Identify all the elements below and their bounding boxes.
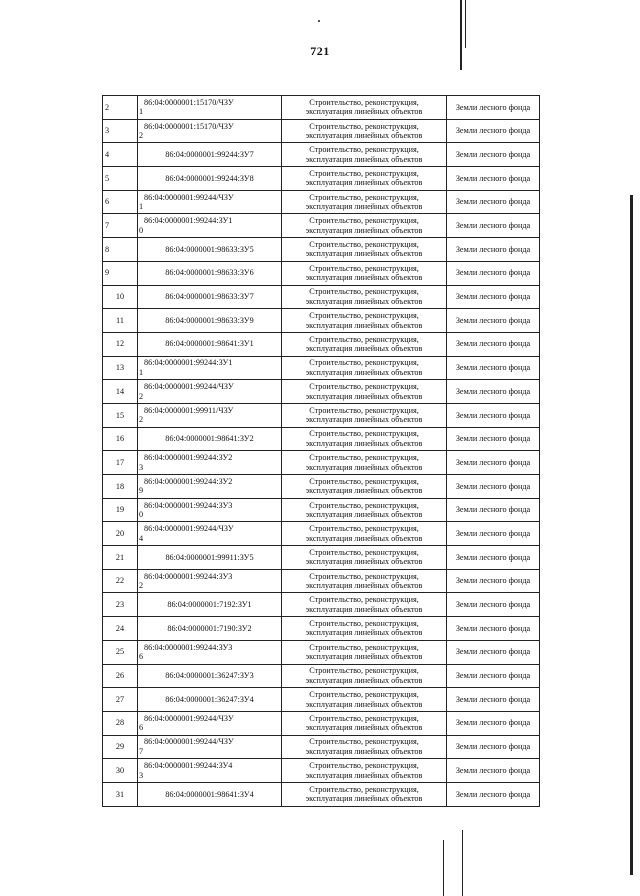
- cadastral-number-suffix: 1: [139, 367, 144, 377]
- row-number: 12: [103, 332, 138, 356]
- permitted-use-line2: эксплуатация линейных объектов: [305, 510, 423, 520]
- permitted-use-cell: [282, 427, 447, 451]
- table-row: [103, 522, 540, 546]
- cadastral-number: 86:04:0000001:98633:ЗУ7: [165, 292, 254, 302]
- table-row: [103, 664, 540, 688]
- row-number: 3: [103, 119, 138, 143]
- permitted-use-line1: Строительство, реконструкция,: [309, 737, 419, 747]
- cadastral-number: 86:04:0000001:98633:ЗУ6: [165, 268, 254, 278]
- row-number: 30: [103, 759, 138, 783]
- permitted-use-line2: эксплуатация линейных объектов: [305, 178, 423, 188]
- permitted-use-line2: эксплуатация линейных объектов: [305, 628, 423, 638]
- permitted-use-cell: [282, 782, 447, 806]
- permitted-use-line2: эксплуатация линейных объектов: [305, 391, 423, 401]
- cadastral-number: 86:04:0000001:99244/ЧЗУ: [144, 192, 234, 202]
- permitted-use-line1: Строительство, реконструкция,: [309, 761, 419, 771]
- cadastral-number-cell: [138, 475, 282, 499]
- cadastral-number: 86:04:0000001:98641:ЗУ2: [165, 434, 254, 444]
- permitted-use-line1: Строительство, реконструкция,: [309, 524, 419, 534]
- row-number: 22: [103, 569, 138, 593]
- permitted-use-cell: [282, 498, 447, 522]
- row-number: 21: [103, 546, 138, 570]
- cadastral-number-cell: [138, 190, 282, 214]
- cadastral-number-cell: [138, 782, 282, 806]
- table-row: [103, 688, 540, 712]
- land-category: Земли лесного фонда: [447, 640, 540, 664]
- cadastral-number: 86:04:0000001:99244:ЗУ7: [165, 149, 254, 159]
- permitted-use-cell: [282, 261, 447, 285]
- cadastral-number-cell: [138, 569, 282, 593]
- row-number: 17: [103, 451, 138, 475]
- cadastral-number-suffix: 2: [139, 581, 144, 591]
- cadastral-number-cell: [138, 546, 282, 570]
- row-number: 19: [103, 498, 138, 522]
- permitted-use-cell: [282, 214, 447, 238]
- permitted-use-line1: Строительство, реконструкция,: [309, 192, 419, 202]
- cadastral-number-suffix: 3: [139, 770, 144, 780]
- cadastral-number-suffix: 0: [139, 225, 144, 235]
- permitted-use-cell: [282, 119, 447, 143]
- cadastral-number: 86:04:0000001:98641:ЗУ1: [165, 339, 254, 349]
- land-category: Земли лесного фонда: [447, 380, 540, 404]
- permitted-use-cell: [282, 664, 447, 688]
- permitted-use-cell: [282, 735, 447, 759]
- land-category: Земли лесного фонда: [447, 143, 540, 167]
- row-number: 24: [103, 617, 138, 641]
- land-category: Земли лесного фонда: [447, 782, 540, 806]
- cadastral-number-cell: [138, 380, 282, 404]
- cadastral-number-cell: [138, 664, 282, 688]
- land-category: Земли лесного фонда: [447, 167, 540, 191]
- cadastral-number-suffix: 1: [139, 202, 144, 212]
- cadastral-number-cell: [138, 427, 282, 451]
- permitted-use-cell: [282, 688, 447, 712]
- table-row: [103, 451, 540, 475]
- cadastral-number: 86:04:0000001:99244/ЧЗУ: [144, 737, 234, 747]
- cadastral-number: 86:04:0000001:7192:ЗУ1: [167, 600, 252, 610]
- permitted-use-line1: Строительство, реконструкция,: [309, 690, 419, 700]
- permitted-use-cell: [282, 309, 447, 333]
- permitted-use-line2: эксплуатация линейных объектов: [305, 533, 423, 543]
- cadastral-number-suffix: 2: [139, 131, 144, 141]
- permitted-use-line1: Строительство, реконструкция,: [309, 145, 419, 155]
- row-number: 4: [103, 143, 138, 167]
- table-row: [103, 309, 540, 333]
- land-category: Земли лесного фонда: [447, 617, 540, 641]
- cadastral-number: 86:04:0000001:15170/ЧЗУ: [144, 121, 234, 131]
- permitted-use-line1: Строительство, реконструкция,: [309, 429, 419, 439]
- scan-artifact-line: [443, 840, 444, 896]
- cadastral-number: 86:04:0000001:98641:ЗУ4: [165, 789, 254, 799]
- cadastral-number-cell: [138, 403, 282, 427]
- permitted-use-line2: эксплуатация линейных объектов: [305, 770, 423, 780]
- row-number: 25: [103, 640, 138, 664]
- scan-artifact-line: [460, 0, 462, 70]
- table-row: [103, 143, 540, 167]
- permitted-use-line1: Строительство, реконструкция,: [309, 713, 419, 723]
- table-row: [103, 356, 540, 380]
- cadastral-number-suffix: 2: [139, 415, 144, 425]
- table-row: [103, 190, 540, 214]
- land-plots-table: [102, 95, 540, 807]
- permitted-use-line2: эксплуатация линейных объектов: [305, 675, 423, 685]
- permitted-use-line1: Строительство, реконструкция,: [309, 382, 419, 392]
- cadastral-number-cell: [138, 238, 282, 262]
- cadastral-number: 86:04:0000001:99911:ЗУ5: [165, 552, 254, 562]
- land-category: Земли лесного фонда: [447, 522, 540, 546]
- cadastral-number-suffix: 2: [139, 391, 144, 401]
- cadastral-number-suffix: 0: [139, 510, 144, 520]
- row-number: 10: [103, 285, 138, 309]
- land-category: Земли лесного фонда: [447, 190, 540, 214]
- cadastral-number: 86:04:0000001:7190:ЗУ2: [167, 623, 252, 633]
- permitted-use-line2: эксплуатация линейных объектов: [305, 604, 423, 614]
- row-number: 31: [103, 782, 138, 806]
- permitted-use-line2: эксплуатация линейных объектов: [305, 344, 423, 354]
- row-number: 18: [103, 475, 138, 499]
- permitted-use-line2: эксплуатация линейных объектов: [305, 273, 423, 283]
- cadastral-number: 86:04:0000001:99244:ЗУ8: [165, 173, 254, 183]
- table-row: [103, 427, 540, 451]
- row-number: 27: [103, 688, 138, 712]
- table-row: [103, 119, 540, 143]
- row-number: 2: [103, 96, 138, 120]
- permitted-use-line2: эксплуатация линейных объектов: [305, 225, 423, 235]
- land-category: Земли лесного фонда: [447, 688, 540, 712]
- permitted-use-cell: [282, 356, 447, 380]
- permitted-use-cell: [282, 167, 447, 191]
- cadastral-number-cell: [138, 617, 282, 641]
- cadastral-number-cell: [138, 119, 282, 143]
- permitted-use-cell: [282, 403, 447, 427]
- row-number: 23: [103, 593, 138, 617]
- land-category: Земли лесного фонда: [447, 96, 540, 120]
- scan-artifact-dot: [318, 20, 320, 22]
- permitted-use-line1: Строительство, реконструкция,: [309, 334, 419, 344]
- row-number: 13: [103, 356, 138, 380]
- land-category: Земли лесного фонда: [447, 332, 540, 356]
- permitted-use-line2: эксплуатация линейных объектов: [305, 652, 423, 662]
- permitted-use-line1: Строительство, реконструкция,: [309, 547, 419, 557]
- table-row: [103, 332, 540, 356]
- permitted-use-line2: эксплуатация линейных объектов: [305, 107, 423, 117]
- permitted-use-line2: эксплуатация линейных объектов: [305, 581, 423, 591]
- permitted-use-cell: [282, 711, 447, 735]
- permitted-use-cell: [282, 380, 447, 404]
- row-number: 5: [103, 167, 138, 191]
- permitted-use-line1: Строительство, реконструкция,: [309, 311, 419, 321]
- permitted-use-line2: эксплуатация линейных объектов: [305, 320, 423, 330]
- cadastral-number-cell: [138, 498, 282, 522]
- cadastral-number-cell: [138, 711, 282, 735]
- cadastral-number: 86:04:0000001:98633:ЗУ9: [165, 315, 254, 325]
- permitted-use-line2: эксплуатация линейных объектов: [305, 367, 423, 377]
- cadastral-number-suffix: 4: [139, 533, 144, 543]
- cadastral-number: 86:04:0000001:15170/ЧЗУ: [144, 97, 234, 107]
- table-row: [103, 261, 540, 285]
- cadastral-number: 86:04:0000001:36247:ЗУ4: [165, 694, 254, 704]
- land-category: Земли лесного фонда: [447, 569, 540, 593]
- cadastral-number: 86:04:0000001:99244:ЗУ3: [144, 571, 233, 581]
- table-row: [103, 735, 540, 759]
- permitted-use-line1: Строительство, реконструкция,: [309, 263, 419, 273]
- permitted-use-line1: Строительство, реконструкция,: [309, 595, 419, 605]
- land-plots-table-body: [103, 96, 540, 807]
- permitted-use-line1: Строительство, реконструкция,: [309, 358, 419, 368]
- cadastral-number: 86:04:0000001:99244:ЗУ1: [144, 216, 233, 226]
- row-number: 9: [103, 261, 138, 285]
- cadastral-number: 86:04:0000001:99244/ЧЗУ: [144, 713, 234, 723]
- cadastral-number: 86:04:0000001:99244:ЗУ3: [144, 642, 233, 652]
- land-category: Земли лесного фонда: [447, 285, 540, 309]
- land-category: Земли лесного фонда: [447, 214, 540, 238]
- cadastral-number-cell: [138, 451, 282, 475]
- cadastral-number: 86:04:0000001:99244:ЗУ2: [144, 476, 233, 486]
- land-category: Земли лесного фонда: [447, 356, 540, 380]
- cadastral-number-cell: [138, 214, 282, 238]
- permitted-use-line2: эксплуатация линейных объектов: [305, 415, 423, 425]
- permitted-use-cell: [282, 238, 447, 262]
- permitted-use-line1: Строительство, реконструкция,: [309, 642, 419, 652]
- permitted-use-line1: Строительство, реконструкция,: [309, 405, 419, 415]
- permitted-use-line1: Строительство, реконструкция,: [309, 571, 419, 581]
- permitted-use-line1: Строительство, реконструкция,: [309, 239, 419, 249]
- permitted-use-cell: [282, 475, 447, 499]
- table-row: [103, 498, 540, 522]
- permitted-use-line1: Строительство, реконструкция,: [309, 784, 419, 794]
- land-category: Земли лесного фонда: [447, 119, 540, 143]
- cadastral-number-cell: [138, 688, 282, 712]
- permitted-use-cell: [282, 546, 447, 570]
- land-category: Земли лесного фонда: [447, 261, 540, 285]
- permitted-use-line1: Строительство, реконструкция,: [309, 500, 419, 510]
- permitted-use-cell: [282, 617, 447, 641]
- cadastral-number-suffix: 7: [139, 746, 144, 756]
- row-number: 7: [103, 214, 138, 238]
- table-row: [103, 569, 540, 593]
- table-row: [103, 238, 540, 262]
- land-category: Земли лесного фонда: [447, 759, 540, 783]
- cadastral-number-suffix: 3: [139, 462, 144, 472]
- permitted-use-cell: [282, 96, 447, 120]
- row-number: 20: [103, 522, 138, 546]
- table-row: [103, 403, 540, 427]
- scan-artifact-line: [465, 0, 466, 48]
- permitted-use-line2: эксплуатация линейных объектов: [305, 557, 423, 567]
- table-row: [103, 593, 540, 617]
- land-category: Земли лесного фонда: [447, 427, 540, 451]
- permitted-use-line1: Строительство, реконструкция,: [309, 476, 419, 486]
- land-plots-table-container: [102, 95, 533, 807]
- land-category: Земли лесного фонда: [447, 735, 540, 759]
- row-number: 6: [103, 190, 138, 214]
- permitted-use-line2: эксплуатация линейных объектов: [305, 249, 423, 259]
- scan-artifact-line: [462, 830, 463, 896]
- cadastral-number-suffix: 1: [139, 107, 144, 117]
- cadastral-number: 86:04:0000001:99911/ЧЗУ: [144, 405, 234, 415]
- permitted-use-line1: Строительство, реконструкция,: [309, 666, 419, 676]
- row-number: 8: [103, 238, 138, 262]
- table-row: [103, 380, 540, 404]
- permitted-use-cell: [282, 759, 447, 783]
- cadastral-number: 86:04:0000001:99244:ЗУ3: [144, 500, 233, 510]
- permitted-use-cell: [282, 143, 447, 167]
- cadastral-number-suffix: 9: [139, 486, 144, 496]
- row-number: 29: [103, 735, 138, 759]
- land-category: Земли лесного фонда: [447, 711, 540, 735]
- cadastral-number: 86:04:0000001:99244/ЧЗУ: [144, 382, 234, 392]
- land-category: Земли лесного фонда: [447, 546, 540, 570]
- page-number: 721: [310, 44, 330, 58]
- row-number: 15: [103, 403, 138, 427]
- permitted-use-line2: эксплуатация линейных объектов: [305, 794, 423, 804]
- permitted-use-line2: эксплуатация линейных объектов: [305, 699, 423, 709]
- row-number: 28: [103, 711, 138, 735]
- cadastral-number: 86:04:0000001:99244:ЗУ1: [144, 358, 233, 368]
- table-row: [103, 167, 540, 191]
- permitted-use-line1: Строительство, реконструкция,: [309, 121, 419, 131]
- land-category: Земли лесного фонда: [447, 475, 540, 499]
- scan-artifact-line: [630, 195, 633, 875]
- land-category: Земли лесного фонда: [447, 498, 540, 522]
- permitted-use-line2: эксплуатация линейных объектов: [305, 723, 423, 733]
- permitted-use-cell: [282, 640, 447, 664]
- permitted-use-line2: эксплуатация линейных объектов: [305, 746, 423, 756]
- permitted-use-line2: эксплуатация линейных объектов: [305, 202, 423, 212]
- permitted-use-line2: эксплуатация линейных объектов: [305, 154, 423, 164]
- cadastral-number-cell: [138, 261, 282, 285]
- cadastral-number-cell: [138, 285, 282, 309]
- table-row: [103, 546, 540, 570]
- table-row: [103, 96, 540, 120]
- cadastral-number-cell: [138, 593, 282, 617]
- cadastral-number: 86:04:0000001:98633:ЗУ5: [165, 244, 254, 254]
- row-number: 14: [103, 380, 138, 404]
- permitted-use-line2: эксплуатация линейных объектов: [305, 438, 423, 448]
- permitted-use-line1: Строительство, реконструкция,: [309, 168, 419, 178]
- table-row: [103, 617, 540, 641]
- land-category: Земли лесного фонда: [447, 664, 540, 688]
- cadastral-number: 86:04:0000001:99244:ЗУ2: [144, 453, 233, 463]
- cadastral-number-cell: [138, 735, 282, 759]
- table-row: [103, 782, 540, 806]
- land-category: Земли лесного фонда: [447, 403, 540, 427]
- cadastral-number-suffix: 6: [139, 723, 144, 733]
- cadastral-number: 86:04:0000001:99244:ЗУ4: [144, 761, 233, 771]
- row-number: 26: [103, 664, 138, 688]
- land-category: Земли лесного фонда: [447, 593, 540, 617]
- table-row: [103, 285, 540, 309]
- permitted-use-cell: [282, 190, 447, 214]
- cadastral-number-cell: [138, 522, 282, 546]
- permitted-use-line1: Строительство, реконструкция,: [309, 618, 419, 628]
- cadastral-number-cell: [138, 332, 282, 356]
- permitted-use-line2: эксплуатация линейных объектов: [305, 462, 423, 472]
- permitted-use-line1: Строительство, реконструкция,: [309, 453, 419, 463]
- table-row: [103, 214, 540, 238]
- permitted-use-cell: [282, 451, 447, 475]
- cadastral-number-cell: [138, 759, 282, 783]
- cadastral-number-cell: [138, 96, 282, 120]
- permitted-use-line1: Строительство, реконструкция,: [309, 216, 419, 226]
- cadastral-number-cell: [138, 143, 282, 167]
- permitted-use-cell: [282, 285, 447, 309]
- cadastral-number-cell: [138, 356, 282, 380]
- permitted-use-cell: [282, 522, 447, 546]
- land-category: Земли лесного фонда: [447, 451, 540, 475]
- cadastral-number-cell: [138, 167, 282, 191]
- permitted-use-line2: эксплуатация линейных объектов: [305, 131, 423, 141]
- cadastral-number: 86:04:0000001:99244/ЧЗУ: [144, 524, 234, 534]
- table-row: [103, 475, 540, 499]
- row-number: 16: [103, 427, 138, 451]
- table-row: [103, 759, 540, 783]
- cadastral-number-cell: [138, 309, 282, 333]
- permitted-use-cell: [282, 569, 447, 593]
- cadastral-number-cell: [138, 640, 282, 664]
- land-category: Земли лесного фонда: [447, 238, 540, 262]
- table-row: [103, 640, 540, 664]
- land-category: Земли лесного фонда: [447, 309, 540, 333]
- cadastral-number: 86:04:0000001:36247:ЗУ3: [165, 671, 254, 681]
- permitted-use-line2: эксплуатация линейных объектов: [305, 486, 423, 496]
- permitted-use-line1: Строительство, реконструкция,: [309, 97, 419, 107]
- row-number: 11: [103, 309, 138, 333]
- table-row: [103, 711, 540, 735]
- permitted-use-line1: Строительство, реконструкция,: [309, 287, 419, 297]
- permitted-use-cell: [282, 593, 447, 617]
- permitted-use-line2: эксплуатация линейных объектов: [305, 296, 423, 306]
- permitted-use-cell: [282, 332, 447, 356]
- cadastral-number-suffix: 6: [139, 652, 144, 662]
